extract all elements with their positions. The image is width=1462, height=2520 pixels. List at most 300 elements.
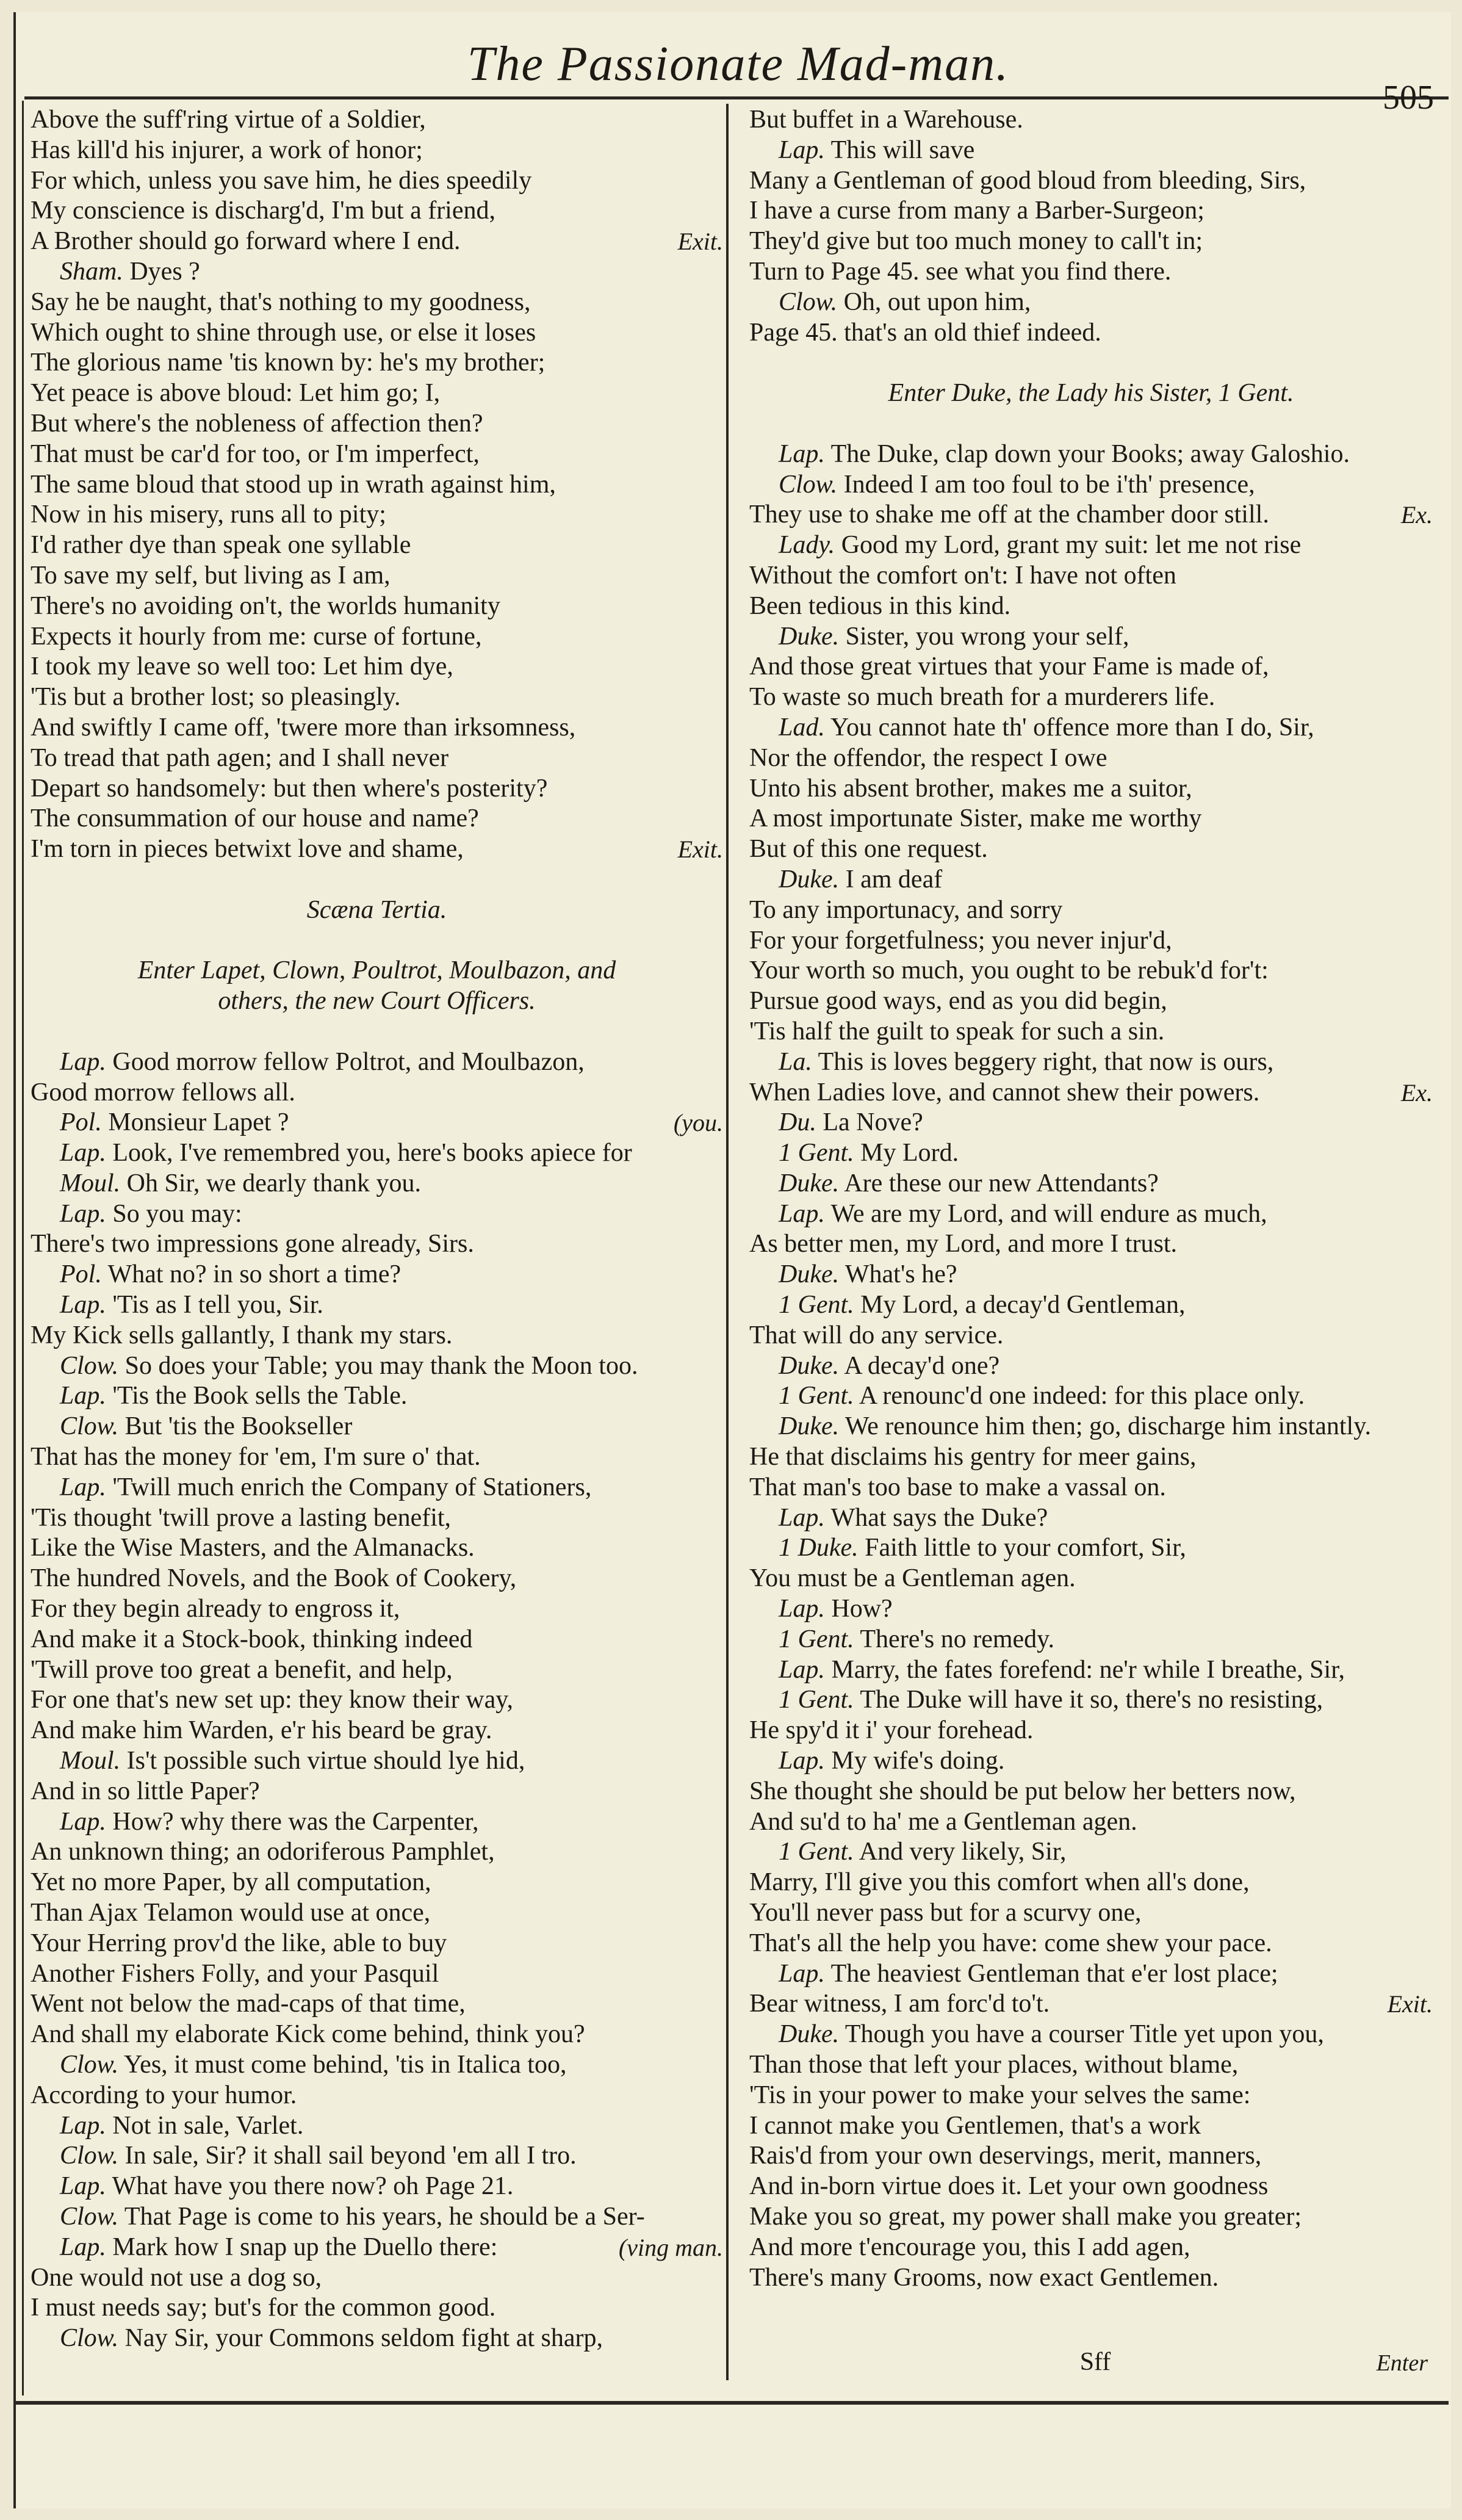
line-text: We are my Lord, and will endure as much, [830, 1199, 1267, 1228]
speech-line [749, 135, 1433, 166]
verse-line [749, 956, 1433, 986]
speaker-name: Lap. [779, 1503, 825, 1532]
verse-line [749, 774, 1433, 804]
speaker-name: Lap. [60, 1382, 106, 1410]
line-text: We renounce him then; go, discharge him instantly. [844, 1412, 1371, 1441]
line-text: Went not below the mad-caps of that time, [31, 1990, 466, 2018]
line-text: He that disclaims his gentry for meer gains, [749, 1443, 1197, 1471]
line-text: The heaviest Gentleman that e'er lost place; [830, 1959, 1278, 1988]
speech-line [749, 1199, 1433, 1230]
speech-line [31, 257, 723, 287]
verse-line [31, 743, 723, 774]
verse-line [749, 226, 1433, 257]
speaker-name: Duke. [779, 865, 840, 894]
blank-line [749, 409, 1433, 439]
line-text: This is loves beggery right, that now is ours, [818, 1047, 1274, 1076]
speaker-name: 1 Gent. [779, 1625, 854, 1653]
speaker-name: Lap. [779, 1959, 825, 1988]
line-text: Marry, the fates forefend: ne'r while I breathe, Sir, [831, 1655, 1345, 1684]
line-text: Good my Lord, grant my suit: let me not rise [841, 531, 1302, 560]
verse-line [31, 135, 723, 166]
line-text: A Brother should go forward where I end. [31, 227, 461, 256]
line-text: That will do any service. [749, 1321, 1004, 1349]
verse-line [749, 1078, 1433, 1108]
line-text: Nor the offendor, the respect I owe [749, 743, 1107, 772]
line-text: Sister, you wrong your self, [845, 622, 1129, 651]
line-text: For which, unless you save him, he dies speedily [31, 166, 532, 195]
speech-line [31, 1381, 723, 1412]
speaker-name: Clow. [60, 1351, 119, 1380]
line-text: He spy'd it i' your forehead. [749, 1716, 1034, 1745]
line-text: You cannot hate th' offence more than I do, Sir, [830, 713, 1314, 742]
line-text: As better men, my Lord, and more I trust. [749, 1230, 1177, 1258]
verse-line [31, 1837, 723, 1868]
speaker-name: 1 Gent. [779, 1139, 854, 1168]
verse-line [31, 2263, 723, 2294]
speech-line [31, 1047, 723, 1078]
line-text: There's two impressions gone already, Sirs. [31, 1230, 474, 1258]
verse-line [31, 378, 723, 409]
speaker-name: Lady. [779, 531, 835, 560]
speaker-name: Lap. [779, 1747, 825, 1775]
line-text: Monsieur Lapet ? [108, 1108, 289, 1137]
verse-line [31, 713, 723, 743]
line-text: I have a curse from many a Barber-Surgeon; [749, 197, 1205, 225]
verse-line [31, 1625, 723, 1655]
verse-line [31, 1564, 723, 1594]
verse-line [749, 1898, 1433, 1929]
line-text: And in-born virtue does it. Let your own goodness [749, 2172, 1269, 2201]
verse-line [31, 804, 723, 834]
verse-line [749, 1929, 1433, 1959]
verse-line [749, 1321, 1433, 1351]
verse-line [31, 1503, 723, 1534]
line-text: In sale, Sir? it shall sail beyond 'em all I tro. [124, 2142, 577, 2170]
speech-line [749, 1533, 1433, 1564]
speaker-name: Clow. [779, 470, 838, 499]
line-text: This will save [830, 135, 975, 164]
verse-line [31, 1533, 723, 1564]
verse-line [749, 2202, 1433, 2233]
speech-line [749, 1655, 1433, 1686]
exit-direction: Ex. [1400, 1078, 1433, 1107]
line-text: How? why there was the Carpenter, [112, 1807, 479, 1836]
line-text: I am deaf [845, 865, 943, 894]
verse-line [749, 1807, 1433, 1838]
speech-line [31, 1746, 723, 1777]
line-text: And those great virtues that your Fame is made of, [749, 652, 1269, 681]
verse-line [749, 105, 1433, 135]
line-text: My Lord. [860, 1139, 959, 1168]
header-rule [24, 96, 1449, 99]
verse-line [31, 1898, 723, 1929]
exit-direction: Ex. [1400, 501, 1433, 529]
line-text: One would not use a dog so, [31, 2263, 322, 2292]
verse-line [31, 1989, 723, 2020]
line-text: Are these our new Attendants? [844, 1169, 1159, 1197]
speech-line [31, 1138, 723, 1169]
line-text: You'll never pass but for a scurvy one, [749, 1899, 1142, 1927]
line-text: A renounc'd one indeed: for this place only. [859, 1382, 1305, 1410]
speaker-name: 1 Gent. [779, 1291, 854, 1320]
verse-line [749, 2050, 1433, 2081]
speaker-name: Lap. [60, 2233, 106, 2261]
verse-line [31, 105, 723, 135]
blank-line [749, 348, 1433, 378]
verse-line [31, 1716, 723, 1746]
line-text: My wife's doing. [831, 1747, 1005, 1775]
exit-direction: (ving man. [618, 2233, 723, 2261]
speaker-name: Duke. [779, 2020, 840, 2049]
speech-line [749, 1260, 1433, 1290]
speech-line [749, 1503, 1433, 1534]
line-text: 'Twill much enrich the Company of Stationers, [112, 1473, 592, 1501]
speech-line [31, 1290, 723, 1321]
speaker-name: Clow. [779, 287, 838, 316]
line-text: 'Tis but a brother lost; so pleasingly. [31, 683, 401, 712]
line-text: I took my leave so well too: Let him dye, [31, 652, 453, 681]
speaker-name: Lap. [60, 1139, 106, 1168]
speaker-name: Lad. [779, 713, 825, 742]
line-text: Turn to Page 45. see what you find there. [749, 257, 1172, 286]
verse-line [749, 2141, 1433, 2172]
line-text: Been tedious in this kind. [749, 591, 1011, 620]
line-text: The consummation of our house and name? [31, 804, 479, 833]
line-text: A most importunate Sister, make me worthy [749, 804, 1202, 833]
speech-line [31, 1169, 723, 1199]
speaker-name: Lap. [779, 1199, 825, 1228]
line-text: How? [831, 1595, 893, 1623]
verse-line [31, 1321, 723, 1351]
line-text: Make you so great, my power shall make you greater; [749, 2202, 1302, 2231]
line-text: Many a Gentleman of good bloud from bleeding, Sirs, [749, 166, 1306, 195]
speaker-name: Lap. [60, 2111, 106, 2140]
verse-line [31, 1959, 723, 1990]
line-text: 'Tis thought 'twill prove a lasting benefit, [31, 1503, 452, 1532]
speaker-name: Pol. [60, 1108, 102, 1137]
verse-line [749, 1229, 1433, 1260]
line-text: Say he be naught, that's nothing to my goodness, [31, 287, 531, 316]
line-text: What have you there now? oh Page 21. [112, 2172, 514, 2201]
blank-line [31, 1017, 723, 1047]
right-column [749, 105, 1433, 2293]
line-text: Yes, it must come behind, 'tis in Italica too, [124, 2051, 567, 2079]
speech-line [749, 1594, 1433, 1625]
verse-line [31, 1078, 723, 1108]
line-text: But 'tis the Bookseller [124, 1412, 353, 1441]
speaker-name: Clow. [60, 1412, 119, 1441]
verse-line [31, 226, 723, 257]
verse-line [749, 1442, 1433, 1473]
line-text: Oh Sir, we dearly thank you. [126, 1169, 422, 1197]
speech-line [749, 1412, 1433, 1442]
verse-line [749, 1716, 1433, 1746]
verse-line [31, 2293, 723, 2323]
line-text: Expects it hourly from me: curse of fortune, [31, 622, 482, 651]
line-text: La Nove? [823, 1108, 923, 1137]
verse-line [749, 2111, 1433, 2142]
line-text: That must be car'd for too, or I'm imperfect, [31, 439, 480, 468]
line-text: A decay'd one? [844, 1351, 1000, 1380]
column-divider [726, 104, 729, 2380]
speaker-name: Moul. [60, 1747, 121, 1775]
verse-line [749, 1017, 1433, 1047]
verse-line [31, 500, 723, 530]
line-text: The Duke, clap down your Books; away Galoshio. [830, 439, 1350, 468]
speaker-name: 1 Gent. [779, 1686, 854, 1714]
line-text: Which ought to shine through use, or else it loses [31, 318, 536, 347]
line-text: That's all the help you have: come shew your pace. [749, 1929, 1272, 1957]
verse-line [749, 1777, 1433, 1807]
left-column [31, 105, 723, 2354]
verse-line [749, 743, 1433, 774]
blank-line [31, 865, 723, 895]
line-text: Faith little to your comfort, Sir, [865, 1534, 1186, 1562]
speech-line [749, 439, 1433, 470]
line-text: 'Tis half the guilt to speak for such a sin. [749, 1017, 1165, 1045]
verse-line [31, 348, 723, 378]
speech-line [749, 470, 1433, 500]
speech-line [31, 2323, 723, 2354]
line-text: Yet peace is above bloud: Let him go; I, [31, 379, 441, 408]
speech-line [749, 1047, 1433, 1078]
verse-line [31, 652, 723, 682]
speech-line [31, 2141, 723, 2172]
line-text: And swiftly I came off, 'twere more than irksomness, [31, 713, 576, 742]
speech-line [31, 2050, 723, 2081]
speech-line [749, 1169, 1433, 1199]
verse-line [31, 622, 723, 652]
speaker-name: Duke. [779, 1351, 840, 1380]
line-text: To any importunacy, and sorry [749, 895, 1063, 924]
stage-direction: Enter Duke, the Lady his Sister, 1 Gent. [888, 379, 1294, 408]
speaker-name: Lap. [60, 1807, 106, 1836]
line-text: For one that's new set up: they know their way, [31, 1686, 514, 1714]
speaker-name: Lap. [60, 2172, 106, 2201]
line-text: Not in sale, Varlet. [112, 2111, 304, 2140]
speaker-name: 1 Gent. [779, 1382, 854, 1410]
verse-line [31, 409, 723, 439]
blank-line [31, 926, 723, 956]
speech-line [749, 1959, 1433, 1990]
speaker-name: 1 Gent. [779, 1838, 854, 1866]
line-text: Without the comfort on't: I have not often [749, 561, 1176, 590]
line-text: Your worth so much, you ought to be rebuk'd for't: [749, 956, 1269, 985]
speaker-name: Clow. [60, 2324, 119, 2353]
speaker-name: 1 Duke. [779, 1534, 859, 1562]
verse-line [749, 561, 1433, 591]
speaker-name: Du. [779, 1108, 816, 1137]
verse-line [31, 470, 723, 500]
speaker-name: Duke. [779, 1260, 840, 1289]
speech-line [749, 1290, 1433, 1321]
running-title: The Passionate Mad-man. [467, 37, 1010, 91]
speaker-name: Lap. [779, 1595, 825, 1623]
line-text: Rais'd from your own deservings, merit, manners, [749, 2142, 1262, 2170]
line-text: What's he? [844, 1260, 957, 1289]
speaker-name: Lap. [60, 1291, 106, 1320]
exit-direction: Exit. [1387, 1990, 1433, 2018]
line-text: Than Ajax Telamon would use at once, [31, 1899, 431, 1927]
line-text: When Ladies love, and cannot shew their powers. [749, 1078, 1260, 1107]
exit-direction: Exit. [677, 228, 723, 256]
speaker-name: La. [779, 1047, 812, 1076]
speech-line [31, 1108, 723, 1138]
verse-line [749, 166, 1433, 197]
speech-line [749, 622, 1433, 652]
line-text: But buffet in a Warehouse. [749, 106, 1023, 134]
line-text: 'Tis as I tell you, Sir. [112, 1291, 323, 1320]
verse-line [31, 561, 723, 591]
verse-line [31, 287, 723, 318]
line-text: The same bloud that stood up in wrath against him, [31, 470, 556, 499]
line-text: 'Tis the Book sells the Table. [112, 1382, 408, 1410]
verse-line [749, 804, 1433, 834]
line-text: Look, I've remembred you, here's books apiece for [112, 1139, 632, 1168]
verse-line [31, 1229, 723, 1260]
line-text: But of this one request. [749, 835, 988, 864]
speech-line [749, 713, 1433, 743]
line-text: You must be a Gentleman agen. [749, 1564, 1076, 1593]
line-text: And shall my elaborate Kick come behind, think you? [31, 2020, 585, 2049]
verse-line [749, 500, 1433, 530]
line-text: And make it a Stock-book, thinking indeed [31, 1625, 473, 1653]
speech-line [749, 530, 1433, 561]
verse-line [749, 682, 1433, 713]
exit-direction: Exit. [677, 836, 723, 864]
speech-line [31, 1199, 723, 1230]
line-text: Your Herring prov'd the like, able to buy [31, 1929, 447, 1957]
line-text: I'd rather dye than speak one syllable [31, 531, 411, 560]
verse-line [31, 682, 723, 713]
stage-direction: others, the new Court Officers. [218, 987, 536, 1016]
speech-line [749, 1746, 1433, 1777]
line-text: Above the suff'ring virtue of a Soldier, [31, 106, 426, 134]
speech-line [31, 1807, 723, 1838]
verse-line [749, 986, 1433, 1017]
verse-line [31, 1868, 723, 1898]
line-text: An unknown thing; an odoriferous Pamphlet, [31, 1838, 495, 1866]
verse-line [749, 2172, 1433, 2202]
verse-line [749, 2263, 1433, 2294]
line-text: Unto his absent brother, makes me a suitor, [749, 774, 1192, 803]
signature-mark: Sff [1079, 2348, 1111, 2376]
footer-rule [13, 2401, 1449, 2405]
line-text: They use to shake me off at the chamber door still. [749, 500, 1269, 529]
line-text: Good morrow fellow Poltrot, and Moulbazon, [112, 1047, 585, 1076]
speech-line [31, 1473, 723, 1503]
line-text: But where's the nobleness of affection then? [31, 409, 483, 438]
speech-line [749, 865, 1433, 895]
speech-line [31, 2202, 723, 2233]
line-text: Another Fishers Folly, and your Pasquil [31, 1959, 439, 1988]
line-text: The Duke will have it so, there's no resisting, [860, 1686, 1323, 1714]
speech-line [749, 1138, 1433, 1169]
verse-line [31, 318, 723, 348]
speech-line [31, 2172, 723, 2202]
verse-line [749, 318, 1433, 348]
line-text: So you may: [112, 1199, 242, 1228]
speaker-name: Clow. [60, 2051, 119, 2079]
catchword: Enter [1376, 2350, 1428, 2376]
speech-line [749, 1108, 1433, 1138]
line-text: Yet no more Paper, by all computation, [31, 1868, 431, 1897]
verse-line [749, 591, 1433, 622]
verse-line [31, 1655, 723, 1686]
line-text: Has kill'd his injurer, a work of honor; [31, 135, 423, 164]
line-text: Nay Sir, your Commons seldom fight at sharp, [124, 2324, 603, 2353]
line-text: Indeed I am too foul to be i'th' presence, [843, 470, 1255, 499]
line-text: That man's too base to make a vassal on. [749, 1473, 1166, 1501]
verse-line [749, 926, 1433, 956]
verse-line [31, 530, 723, 561]
line-text: Oh, out upon him, [843, 287, 1031, 316]
line-text: Like the Wise Masters, and the Almanacks. [31, 1534, 475, 1562]
line-text: Page 45. that's an old thief indeed. [749, 318, 1101, 347]
line-text: The hundred Novels, and the Book of Cookery, [31, 1564, 517, 1593]
page-number: 505 [1383, 79, 1434, 117]
speaker-name: Duke. [779, 1169, 840, 1197]
speech-line [31, 1351, 723, 1382]
speech-line [31, 1412, 723, 1442]
verse-line [749, 1473, 1433, 1503]
verse-line [749, 652, 1433, 682]
verse-line [749, 2233, 1433, 2263]
line-text: My Lord, a decay'd Gentleman, [860, 1291, 1186, 1320]
line-text: According to your humor. [31, 2081, 297, 2109]
line-text: There's many Grooms, now exact Gentlemen. [749, 2263, 1219, 2292]
line-text: I must needs say; but's for the common good. [31, 2294, 496, 2322]
line-text: Bear witness, I am forc'd to't. [749, 1990, 1050, 2018]
speech-line [749, 1351, 1433, 1382]
speaker-name: Moul. [60, 1169, 121, 1197]
verse-line [31, 166, 723, 197]
verse-line [31, 1442, 723, 1473]
line-text: There's no avoiding on't, the worlds humanity [31, 591, 500, 620]
verse-line [31, 1929, 723, 1959]
verse-line [749, 196, 1433, 226]
line-text: Depart so handsomely: but then where's posterity? [31, 774, 548, 803]
verse-line [31, 196, 723, 226]
speaker-name: Duke. [779, 622, 840, 651]
speaker-name: Lap. [779, 135, 825, 164]
line-text: And more t'encourage you, this I add agen, [749, 2233, 1190, 2261]
line-text: That Page is come to his years, he should be a Ser- [124, 2202, 645, 2231]
line-text: What no? in so short a time? [107, 1260, 402, 1289]
line-text: My Kick sells gallantly, I thank my stars. [31, 1321, 453, 1349]
line-text: There's no remedy. [860, 1625, 1054, 1653]
verse-line [749, 1868, 1433, 1898]
verse-line [749, 834, 1433, 865]
line-text: To save my self, but living as I am, [31, 561, 391, 590]
line-text: 'Twill prove too great a benefit, and help, [31, 1655, 453, 1684]
speech-line [749, 2020, 1433, 2050]
line-text: And in so little Paper? [31, 1777, 260, 1805]
speaker-name: Lap. [60, 1199, 106, 1228]
line-text: So does your Table; you may thank the Moon too. [124, 1351, 638, 1380]
verse-line [31, 2020, 723, 2050]
line-text: Good morrow fellows all. [31, 1078, 295, 1107]
speaker-name: Lap. [60, 1047, 106, 1076]
speech-line [749, 1685, 1433, 1716]
line-text: Is't possible such virtue should lye hid, [126, 1747, 525, 1775]
line-text: Now in his misery, runs all to pity; [31, 500, 386, 529]
stage-direction: Enter Lapet, Clown, Poultrot, Moulbazon, and [137, 956, 616, 985]
line-text: Than those that left your places, without blame, [749, 2051, 1239, 2079]
verse-line [31, 1594, 723, 1625]
line-text: My conscience is discharg'd, I'm but a friend, [31, 197, 495, 225]
speaker-name: Clow. [60, 2202, 119, 2231]
